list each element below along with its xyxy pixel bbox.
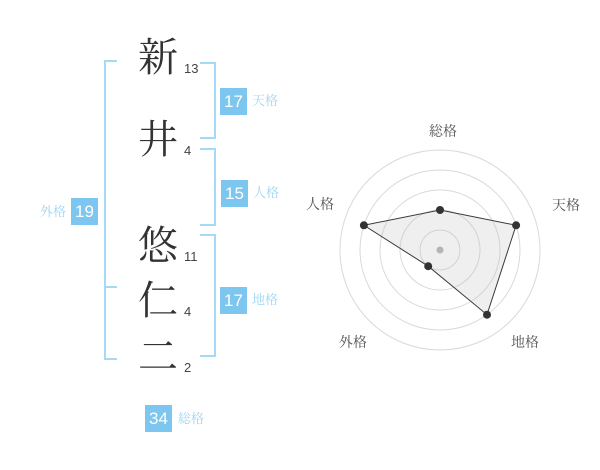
radar-value-polygon: [364, 210, 516, 315]
radar-axis-label-gaikaku: 外格: [339, 334, 367, 350]
stroke-count: 13: [184, 61, 199, 76]
chikaku-score-badge: 17: [220, 287, 247, 314]
gaikaku-bracket-tick-bottom: [104, 358, 117, 360]
tenkaku-score-badge: 17: [220, 88, 247, 115]
gaikaku-bracket-tick-mid: [104, 286, 117, 288]
gaikaku-score-label: 外格: [40, 204, 67, 219]
gaikaku-bracket-line: [104, 60, 106, 360]
radar-axis-label-chikaku: 地格: [511, 334, 539, 350]
gaikaku-bracket-tick-top: [104, 60, 117, 62]
jinkaku-score-label: 人格: [253, 185, 280, 200]
name-character: 悠: [138, 224, 178, 268]
radar-chart: [329, 139, 551, 361]
name-character: 井: [138, 118, 178, 162]
soukaku-score-label: 総格: [178, 411, 205, 426]
radar-vertex-dot: [436, 206, 444, 214]
radar-axis-label-soukaku: 総格: [429, 123, 457, 139]
radar-axis-label-jinkaku: 人格: [306, 196, 334, 212]
chikaku-score-label: 地格: [252, 292, 279, 307]
stroke-count: 2: [184, 360, 192, 375]
tenkaku-score-label: 天格: [252, 93, 279, 108]
name-character: 新: [138, 36, 178, 80]
name-char-row: [130, 119, 240, 161]
radar-vertex-dot: [512, 221, 520, 229]
radar-vertex-dot: [360, 221, 368, 229]
stroke-count: 11: [184, 249, 198, 264]
radar-vertex-dot: [483, 311, 491, 319]
name-char-row: [130, 37, 240, 79]
radar-vertex-dot: [424, 262, 432, 270]
name-char-row: [130, 225, 240, 267]
gaikaku-score-badge: 19: [71, 198, 98, 225]
jinkaku-score-badge: 15: [221, 180, 248, 207]
name-character: 仁: [138, 279, 178, 323]
stroke-count: 4: [184, 143, 192, 158]
radar-axis-label-tenkaku: 天格: [552, 197, 580, 213]
soukaku-score-badge: 34: [145, 405, 172, 432]
name-character: 二: [138, 335, 178, 379]
name-char-row: [130, 336, 240, 378]
stroke-count: 4: [184, 304, 192, 319]
radar-center-dot: [437, 247, 444, 254]
